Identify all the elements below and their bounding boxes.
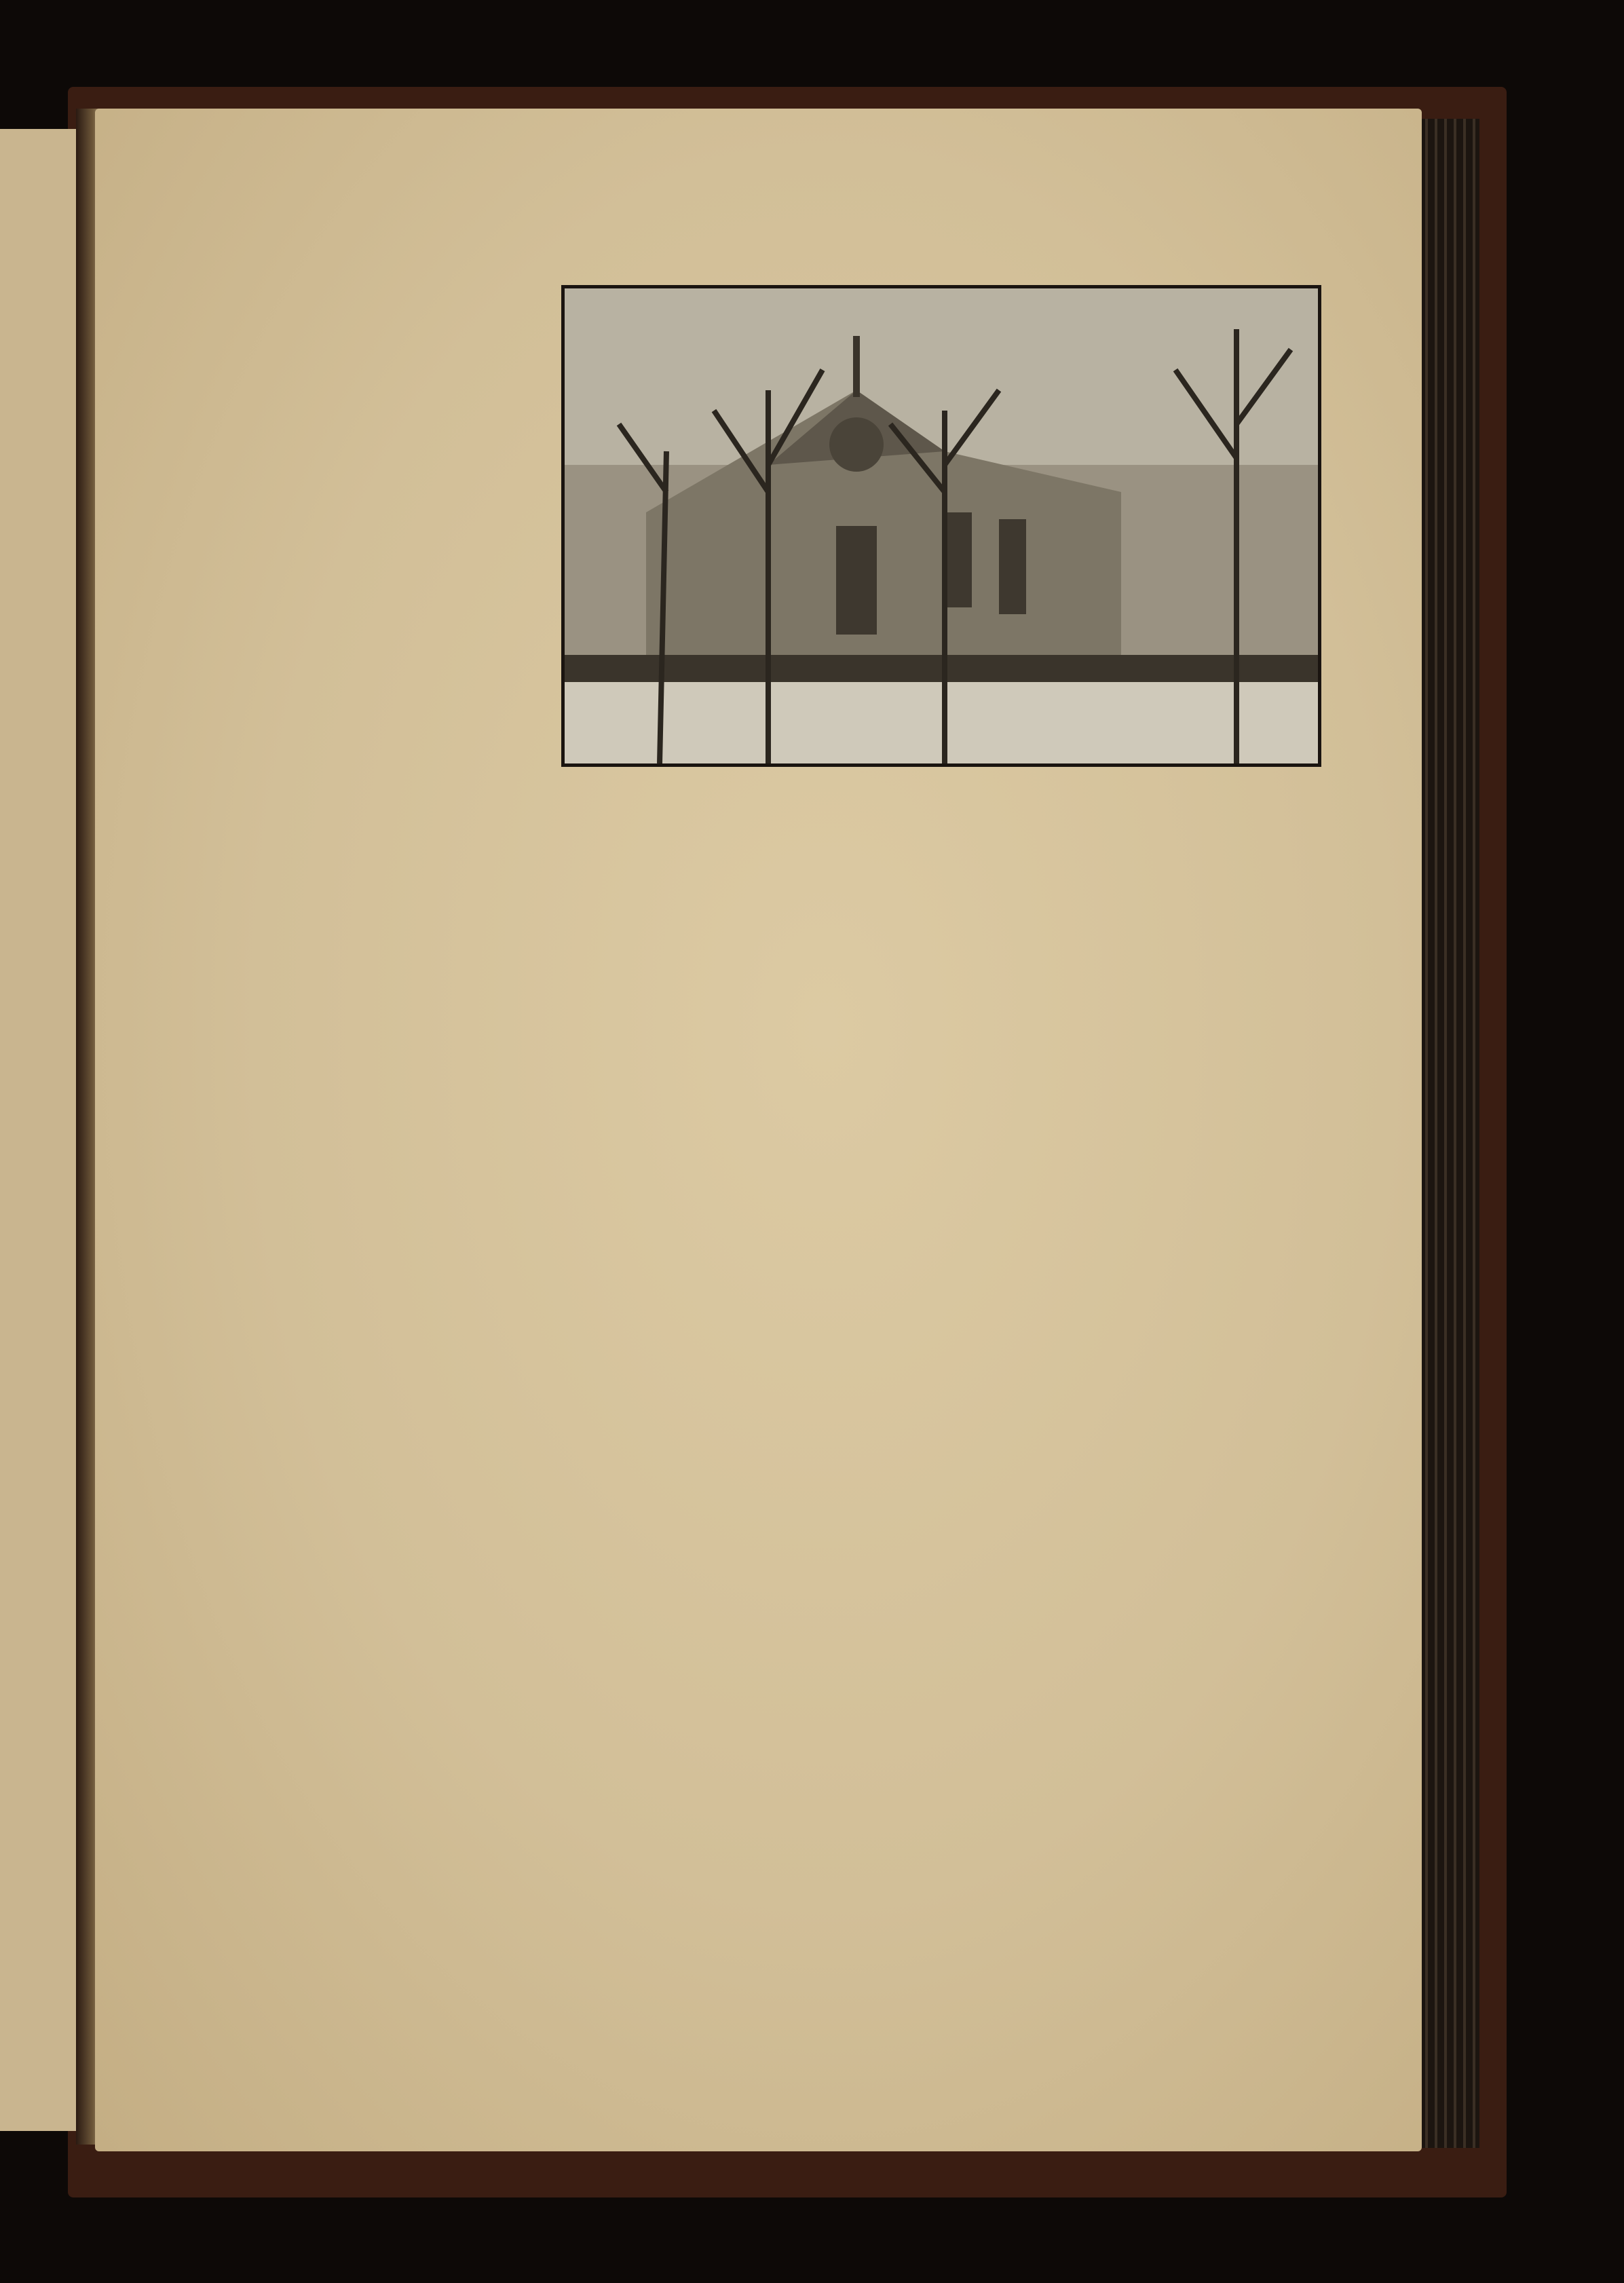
church-photo	[561, 285, 1321, 767]
page-edges	[1418, 119, 1479, 2148]
page-text	[140, 251, 1335, 285]
left-page-fragment	[0, 129, 88, 2131]
church-figure	[561, 285, 1335, 790]
